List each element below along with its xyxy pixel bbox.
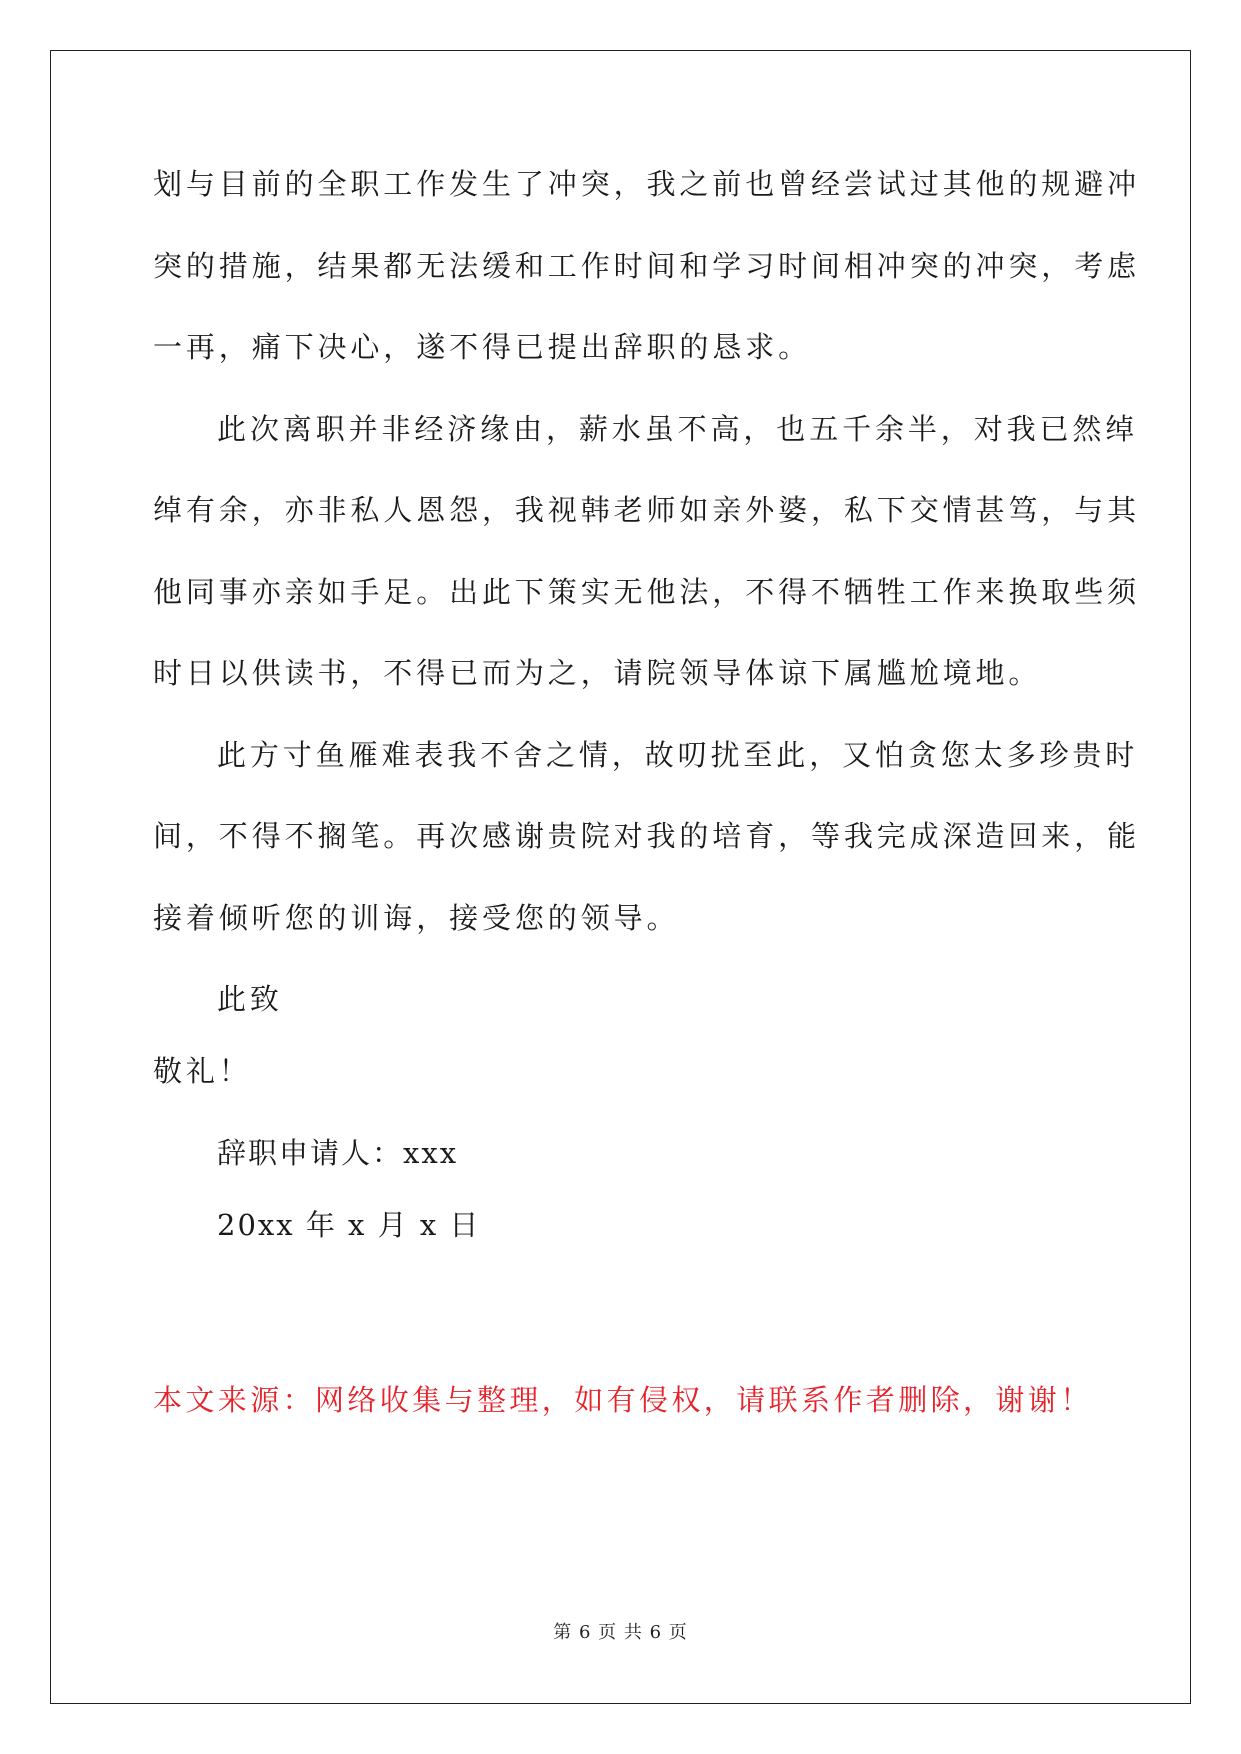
source-note: 本文来源：网络收集与整理，如有侵权，请联系作者删除，谢谢！ (153, 1383, 1093, 1417)
paragraph-line: 此次离职并非经济缘由，薪水虽不高，也五千余半，对我已然绰 (217, 411, 1139, 446)
paragraph-line: 接着倾听您的训诲，接受您的领导。 (153, 900, 680, 935)
regards: 敬礼！ (153, 1054, 252, 1088)
paragraph-line: 划与目前的全职工作发生了冲突，我之前也曾经尝试过其他的规避冲 (153, 167, 1141, 201)
paragraph-line: 绰有余，亦非私人恩怨，我视韩老师如亲外婆，私下交情甚笃，与其 (153, 493, 1141, 527)
paragraph-line: 时日以供读书，不得已而为之，请院领导体谅下属尴尬境地。 (153, 656, 1042, 690)
paragraph-line: 他同事亦亲如手足。出此下策实无他法，不得不牺牲工作来换取些须 (153, 574, 1141, 609)
paragraph-line: 间，不得不搁笔。再次感谢贵院对我的培育，等我完成深造回来，能 (153, 819, 1141, 853)
paragraph-line: 突的措施，结果都无法缓和工作时间和学习时间相冲突的冲突，考虑 (153, 248, 1141, 283)
salutation: 此致 (217, 982, 283, 1016)
letter-body (153, 155, 1141, 1114)
applicant-signature: 辞职申请人：xxx (217, 1136, 459, 1170)
paragraph-line: 一再，痛下决心，遂不得已提出辞职的恳求。 (153, 330, 812, 364)
letter-date: 20xx 年 x 月 x 日 (217, 1208, 481, 1242)
paragraph-line: 此方寸鱼雁难表我不舍之情，故叨扰至此，又怕贪您太多珍贵时 (217, 737, 1139, 772)
page-number: 第 6 页 共 6 页 (553, 1622, 688, 1643)
